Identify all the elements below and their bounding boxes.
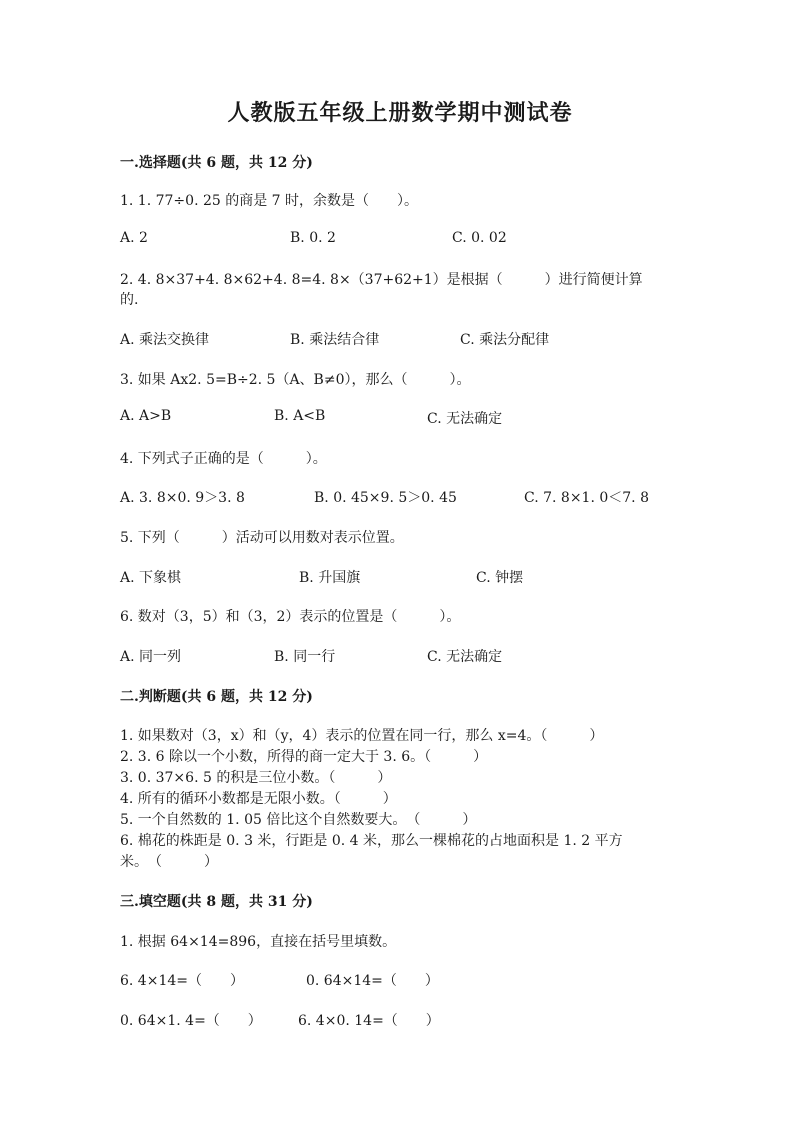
- judge-item: 1. 如果数对（3，x）和（y，4）表示的位置在同一行，那么 x=4。（ ）: [120, 728, 604, 744]
- section-heading-judge: 二.判断题(共 6 题，共 12 分): [120, 689, 313, 705]
- option-c: C. 0. 02: [452, 230, 507, 246]
- option-c: C. 钟摆: [476, 570, 524, 586]
- section-heading-choice: 一.选择题(共 6 题，共 12 分): [120, 155, 313, 171]
- option-b: B. 乘法结合律: [290, 332, 380, 348]
- section-heading-fill: 三.填空题(共 8 题，共 31 分): [120, 894, 313, 910]
- option-a: A. 下象棋: [120, 570, 182, 586]
- question-text: 3. 如果 Ax2. 5=B÷2. 5（A、B≠0），那么（ ）。: [120, 372, 471, 388]
- fill-blank: 0. 64×1. 4=（ ）: [120, 1013, 262, 1029]
- judge-item: 3. 0. 37×6. 5 的积是三位小数。（ ）: [120, 770, 392, 786]
- option-a: A. 3. 8×0. 9＞3. 8: [120, 490, 245, 506]
- option-c: C. 无法确定: [427, 649, 503, 665]
- option-b: B. 0. 2: [290, 230, 336, 246]
- question-text: 6. 数对（3，5）和（3，2）表示的位置是（ ）。: [120, 609, 461, 625]
- option-b: B. 0. 45×9. 5＞0. 45: [314, 490, 457, 506]
- judge-item: 5. 一个自然数的 1. 05 倍比这个自然数要大。 （ ）: [120, 812, 477, 828]
- question-text-continued: 的.: [120, 292, 139, 308]
- fill-question-text: 1. 根据 64×14=896，直接在括号里填数。: [120, 934, 397, 950]
- option-a: A. 2: [120, 230, 148, 246]
- fill-blank: 6. 4×14=（ ）: [120, 973, 244, 989]
- option-b: B. A<B: [274, 408, 326, 424]
- option-a: A. 同一列: [120, 649, 182, 665]
- option-a: A. A>B: [120, 408, 172, 424]
- judge-item: 2. 3. 6 除以一个小数，所得的商一定大于 3. 6。（ ）: [120, 749, 488, 765]
- question-text: 2. 4. 8×37+4. 8×62+4. 8=4. 8×（37+62+1）是根据（ ）进行简便计算: [120, 272, 643, 288]
- option-b: B. 同一行: [274, 649, 336, 665]
- question-text: 5. 下列（ ）活动可以用数对表示位置。: [120, 530, 404, 546]
- question-text: 1. 1. 77÷0. 25 的商是 7 时，余数是（ ）。: [120, 193, 419, 209]
- option-c: C. 乘法分配律: [460, 332, 550, 348]
- option-b: B. 升国旗: [299, 570, 361, 586]
- judge-item-continued: 米。 （ ）: [120, 854, 218, 870]
- page-title: 人教版五年级上册数学期中测试卷: [227, 100, 573, 126]
- judge-item: 4. 所有的循环小数都是无限小数。（ ）: [120, 791, 397, 807]
- option-c: C. 7. 8×1. 0＜7. 8: [524, 490, 649, 506]
- option-c: C. 无法确定: [427, 411, 503, 427]
- fill-blank: 0. 64×14=（ ）: [306, 973, 439, 989]
- question-text: 4. 下列式子正确的是（ ）。: [120, 451, 327, 467]
- fill-blank: 6. 4×0. 14=（ ）: [298, 1013, 440, 1029]
- option-a: A. 乘法交换律: [120, 332, 210, 348]
- judge-item: 6. 棉花的株距是 0. 3 米，行距是 0. 4 米，那么一棵棉花的占地面积是 1. 2 平方: [120, 833, 623, 849]
